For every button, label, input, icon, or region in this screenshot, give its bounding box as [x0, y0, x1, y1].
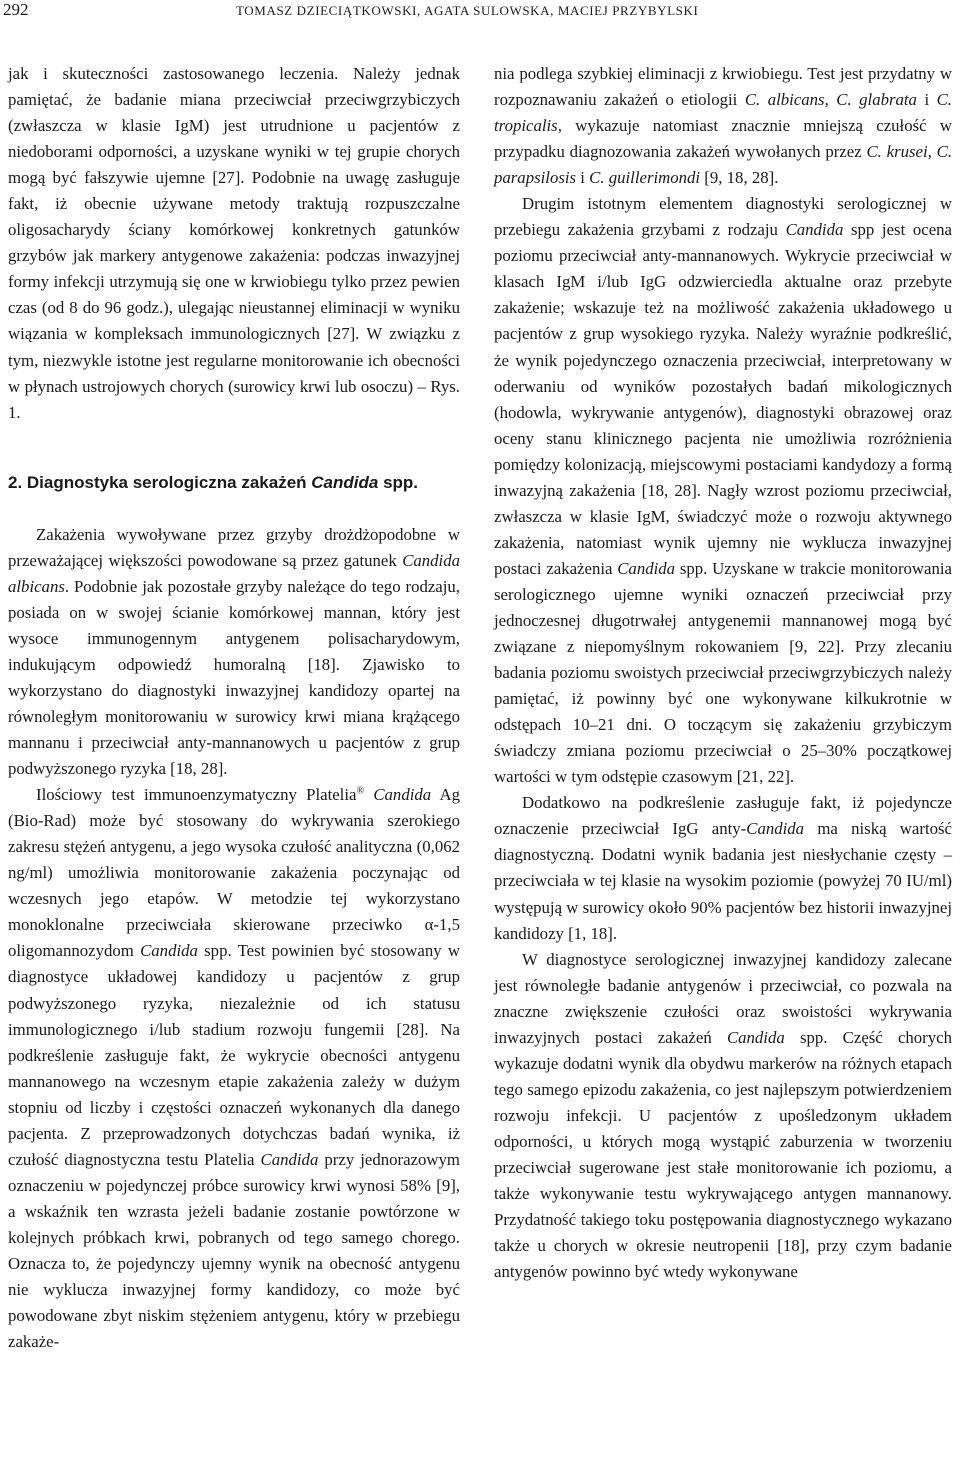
paragraph-candida-albicans: Zakażenia wywoływane przez grzyby drożdżopodobne w przeważającej większości powodowane są przez gatunek Candida albicans. Podobnie jak pozostałe grzyby należące do tego rodzaju, posiada on w swojej ścianie komórkowej mannan, który jest wysoce immunogennym antygenem polisacharydowym, indukującym odpowiedź humoralną [18]. Zjawisko to wykorzystano do diagnostyki inwazyjnej kandidozy opartej na równoległym monitorowaniu w surowicy krwi miana krążącego mannanu i przeciwciał anty-mannanowych u pacjentów z grup podwyższonego ryzyka [18, 28].	[8, 524, 460, 779]
paragraph-platelia-test: Ilościowy test immunoenzymatyczny Platelia® Candida Ag (Bio-Rad) może być stosowany do wykrywania szerokiego zakresu stężeń antygenu, a jego wysoka czułość analityczna (0,062 ng/ml) umożliwia monitorowanie zakażenia poczynając od wczesnych jego etapów. W metodzie tej wykorzystano monoklonalne przeciwciała skierowane przeciwko α-1,5 oligomannozydom Candida spp. Test powinien być stosowany w diagnostyce układowej kandidozy u pacjentów z grup podwyższonego ryzyka, niezależnie od ich statusu immunologicznego i/lub stadium rozwoju fungemii [28]. Na podkreślenie zasługuje fakt, że wykrycie obecności antygenu mannanowego na wczesnym etapie zakażenia zależy w dużym stopniu od liczby i częstości oznaczeń wykonanych dla danego pacjenta. Z przeprowadzonych dotychczas badań wynika, iż czułość diagnostyczna testu Platelia Candida przy jednorazowym oznaczeniu w pojedynczej próbce surowicy krwi wynosi 58% [9], a wskaźnik ten wzrasta jeżeli badanie zostanie powtórzone w kolejnych próbkach krwi, pobranych od tego samego chorego. Oznacza to, że pojedynczy ujemny wynik na obecność antygenu nie wyklucza inwazyjnej formy kandidozy, co może być powodowane zbyt niskim stężeniem antygenu, który w przebiegu zakaże-	[8, 785, 461, 1352]
paragraph-intro-continued: jak i skuteczności zastosowanego leczenia. Należy jednak pamiętać, że badanie miana przeciwciał przeciwgrzybiczych (zwłaszcza w klasie IgM) jest utrudnione u pacjentów z niedoborami odporności, a uzyskane wyniki w tej grupie chorych mogą być fałszywie ujemne [27]. Podobnie na uwagę zasługuje fakt, iż obecnie używane metody traktują rozpuszczalne oligosacharydy ściany komórkowej konkretnych gatunków grzybów jak markery antygenowe zakażenia: podczas inwazyjnej formy infekcji utrzymują się one w krwiobiegu tylko przez pewien czas (od 8 do 96 godz.), ulegając nieustannej eliminacji w wyniku wiązania w kompleksach immunologicznych [27]. W związku z tym, niezwykle istotne jest regularne monitorowanie ich obecności w płynach ustrojowych chorych (surowicy krwi lub osoczu) – Rys. 1.	[8, 64, 460, 422]
right-column	[494, 61, 952, 1285]
paragraph-continued: nia podlega szybkiej eliminacji z krwiobiegu. Test jest przydatny w rozpoznawaniu zakażeń o etiologii C. albicans, C. glabrata i C. tropicalis, wykazuje natomiast znacznie mniejszą czułość w przypadku diagnozowania zakażeń wywołanych przez C. krusei, C. parapsilosis i C. guillerimondi [9, 18, 28].	[494, 64, 953, 188]
page-number: 292	[3, 0, 29, 19]
paragraph-combined-testing: W diagnostyce serologicznej inwazyjnej kandidozy zalecane jest równoległe badanie antygenów i przeciwciał, co pozwala na znaczne zwiększenie czułości oraz swoistości wykrywania inwazyjnych postaci zakażeń Candida spp. Część chorych wykazuje dodatni wynik dla obydwu markerów na różnych etapach tego samego epizodu zakażenia, co jest najlepszym potwierdzeniem rozwoju infekcji. U pacjentów z upośledzonym układem odporności, u których mogą wystąpić zaburzenia w tworzeniu przeciwciał sugerowane jest stałe monitorowanie ich poziomu, a także wykonywanie testu wykrywającego antygen mannanowy. Przydatność takiego toku postępowania diagnostycznego wykazano także u chorych w okresie neutropenii [18], przy czym badanie antygenów powinno być wtedy wykonywane	[494, 949, 952, 1282]
left-column	[8, 61, 460, 1355]
paragraph-igg-value: Dodatkowo na podkreślenie zasługuje fakt, iż pojedyncze oznaczenie przeciwciał IgG anty-Candida ma niską wartość diagnostyczną. Dodatni wynik badania jest niesłychanie częsty – przeciwciała w tej klasie na wysokim poziomie (powyżej 70 IU/ml) występują w surowicy około 90% pacjentów bez historii inwazyjnej kandidozy [1, 18].	[494, 793, 952, 943]
paragraph-antibody-assessment: Drugim istotnym elementem diagnostyki serologicznej w przebiegu zakażenia grzybami z rodzaju Candida spp jest ocena poziomu przeciwciał anty-mannanowych. Wykrycie przeciwciał w klasach IgM i/lub IgG odzwierciedla aktualne oraz przebyte zakażenie; wskazuje też na możliwość zakażenia układowego u pacjentów z grup wysokiego ryzyka. Należy wyraźnie podkreślić, że wynik pojedynczego oznaczenia przeciwciał, interpretowany w oderwaniu od wyników pozostałych badań mikologicznych (hodowla, wykrywanie antygenów), diagnostyki obrazowej oraz oceny stanu klinicznego pacjenta nie umożliwia rozróżnienia pomiędzy kolonizacją, miejscowymi postaciami kandydozy a formą inwazyjną zakażenia [18, 28]. Nagły wzrost poziomu przeciwciał, zwłaszcza w klasie IgM, świadczyć może o rozwoju aktywnego zakażenia, natomiast wynik ujemny nie wyklucza inwazyjnej postaci zakażenia Candida spp. Uzyskane w trakcie monitorowania serologicznego ujemne wyniki oznaczeń przeciwciał przy jednoczesnej długotrwałej antygenemii mannanowej mogą być związane z niepomyślnym rokowaniem [9, 22]. Przy zlecaniu badania poziomu swoistych przeciwciał przeciwgrzybiczych należy pamiętać, iż powinny być one wykonywane kilkukrotnie w odstępach 10–21 dni. O toczącym się zakażeniu grzybiczym świadczy zmiana poziomu przeciwciał o 25–30% początkowej wartości w tym odstępie czasowym [21, 22].	[494, 194, 952, 787]
running-head-authors: TOMASZ DZIECIĄTKOWSKI, AGATA SULOWSKA, MACIEJ PRZYBYLSKI	[236, 3, 699, 18]
section-heading: 2. Diagnostyka serologiczna zakażeń Candida spp.	[8, 472, 419, 492]
running-head	[0, 0, 960, 24]
